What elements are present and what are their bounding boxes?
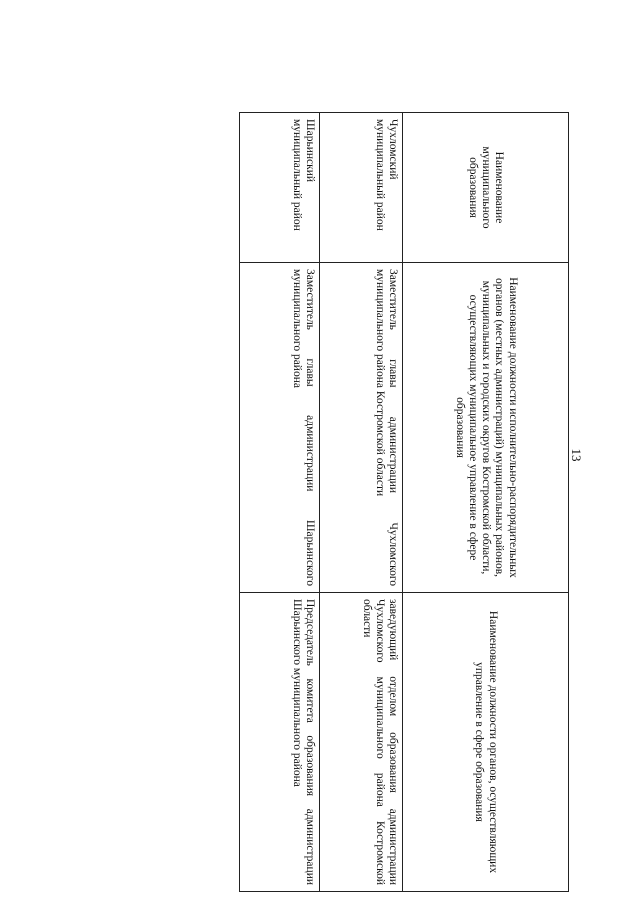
- table-header-admin-position: Наименование должности исполнительно-распорядительных органов (местных администраций) муниципальных районов, муниципальных и городских округов Костромской области, осуществляющих муниципальное управление в сфере образования: [402, 263, 568, 593]
- table-cell-education-position: Председатель комитета образования администрации Шарьинского муниципального района: [290, 599, 316, 885]
- table-cell-admin-position: Заместитель главы администрации Шарьинского муниципального района: [240, 263, 319, 593]
- table-header-municipality: Наименование муниципального образования: [402, 113, 568, 263]
- page-number: 13: [569, 448, 584, 462]
- table-cell-admin-position: Заместитель главы администрации Чухломского муниципального района Костромской области: [319, 263, 402, 593]
- document-table: [239, 112, 569, 892]
- table-header-education-position: Наименование должности органов, осуществляющих управление в сфере образования: [402, 593, 568, 891]
- table-cell-municipality: Шарьинский муниципальный район: [240, 113, 319, 263]
- table-cell-education-position: заведующий отделом образования администрации Чухломского муниципального района Костромской области: [319, 593, 402, 891]
- table-cell-municipality: Чухломский муниципальный район: [319, 113, 402, 263]
